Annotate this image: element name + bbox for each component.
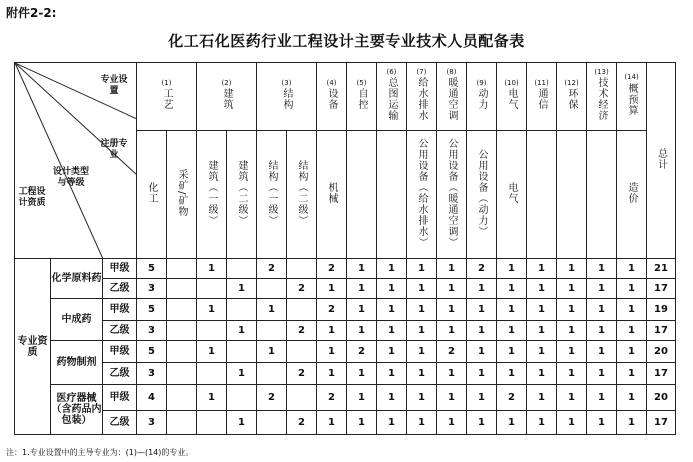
- value-cell: 1: [617, 341, 647, 363]
- total-cell: 21: [647, 259, 676, 279]
- value-cell: 2: [287, 321, 317, 341]
- value-cell: 1: [347, 321, 377, 341]
- table-row: [15, 385, 676, 411]
- value-cell: 1: [437, 411, 467, 435]
- value-cell: 2: [497, 385, 527, 411]
- specialty-header: (12) 环保: [557, 63, 587, 131]
- value-cell: 1: [377, 299, 407, 321]
- value-cell: 1: [617, 385, 647, 411]
- value-cell: [227, 259, 257, 279]
- value-cell: 1: [407, 363, 437, 385]
- value-cell: 1: [317, 411, 347, 435]
- value-cell: [197, 321, 227, 341]
- value-cell: 2: [317, 385, 347, 411]
- value-cell: 1: [527, 341, 557, 363]
- value-cell: 1: [227, 363, 257, 385]
- reg-struct1: 结构（一级）: [257, 131, 287, 259]
- value-cell: 1: [437, 279, 467, 299]
- value-cell: [287, 299, 317, 321]
- value-cell: 1: [317, 363, 347, 385]
- specialty-header: (5) 自控: [347, 63, 377, 131]
- corner-engineering-qualification: 工程设计资质: [18, 187, 46, 208]
- value-cell: 1: [497, 279, 527, 299]
- value-cell: 1: [347, 363, 377, 385]
- table-row: [15, 341, 676, 363]
- value-cell: 1: [377, 341, 407, 363]
- value-cell: 1: [587, 259, 617, 279]
- value-cell: 1: [557, 299, 587, 321]
- value-cell: 2: [287, 279, 317, 299]
- value-cell: 1: [257, 299, 287, 321]
- value-cell: 1: [617, 259, 647, 279]
- value-cell: 1: [617, 363, 647, 385]
- value-cell: 2: [347, 341, 377, 363]
- corner-specialty-setting: 专业设置: [100, 75, 128, 96]
- specialty-header: (14) 概预算: [617, 63, 647, 131]
- value-cell: 1: [437, 363, 467, 385]
- total-cell: 20: [647, 341, 676, 363]
- design-type-cell: 药物制剂: [51, 341, 103, 385]
- total-cell: 17: [647, 321, 676, 341]
- value-cell: 1: [497, 259, 527, 279]
- value-cell: 1: [407, 341, 437, 363]
- value-cell: 1: [407, 321, 437, 341]
- value-cell: 1: [257, 341, 287, 363]
- value-cell: 1: [527, 385, 557, 411]
- value-cell: 1: [587, 279, 617, 299]
- value-cell: 3: [137, 363, 167, 385]
- value-cell: [167, 259, 197, 279]
- value-cell: 1: [407, 259, 437, 279]
- specialty-header: (8) 暖通空调: [437, 63, 467, 131]
- value-cell: [197, 279, 227, 299]
- total-cell: 20: [647, 385, 676, 411]
- value-cell: 1: [497, 321, 527, 341]
- value-cell: 1: [527, 279, 557, 299]
- value-cell: 2: [437, 341, 467, 363]
- reg-arch1: 建筑（一级）: [197, 131, 227, 259]
- value-cell: 1: [227, 411, 257, 435]
- value-cell: 1: [227, 279, 257, 299]
- reg-mech: 机械: [317, 131, 347, 259]
- value-cell: 1: [197, 259, 227, 279]
- reg-empty: [587, 131, 617, 259]
- value-cell: 1: [587, 385, 617, 411]
- specialty-header: (7) 给水排水: [407, 63, 437, 131]
- table-row: [15, 259, 676, 279]
- value-cell: 1: [197, 385, 227, 411]
- grade-cell: 乙级: [103, 279, 137, 299]
- value-cell: 2: [317, 299, 347, 321]
- reg-empty: [347, 131, 377, 259]
- value-cell: 1: [317, 341, 347, 363]
- value-cell: [167, 363, 197, 385]
- value-cell: 1: [467, 279, 497, 299]
- value-cell: [167, 341, 197, 363]
- value-cell: 3: [137, 279, 167, 299]
- reg-struct2: 结构（二级）: [287, 131, 317, 259]
- specialty-header: (2) 建筑: [197, 63, 257, 131]
- value-cell: [167, 321, 197, 341]
- total-header: 总计: [647, 63, 676, 259]
- page-title: 化工石化医药行业工程设计主要专业技术人员配备表: [168, 32, 525, 50]
- value-cell: 1: [587, 321, 617, 341]
- grade-cell: 甲级: [103, 259, 137, 279]
- value-cell: [287, 341, 317, 363]
- value-cell: 1: [407, 299, 437, 321]
- value-cell: 1: [377, 385, 407, 411]
- value-cell: 1: [557, 279, 587, 299]
- specialty-header: (10) 电气: [497, 63, 527, 131]
- value-cell: 1: [407, 279, 437, 299]
- reg-chemical: 化工: [137, 131, 167, 259]
- value-cell: 1: [377, 279, 407, 299]
- value-cell: [167, 299, 197, 321]
- value-cell: 1: [497, 411, 527, 435]
- value-cell: 1: [317, 321, 347, 341]
- value-cell: 2: [467, 259, 497, 279]
- value-cell: [167, 385, 197, 411]
- value-cell: 1: [317, 279, 347, 299]
- value-cell: 5: [137, 299, 167, 321]
- reg-power: 公用设备（动力）: [467, 131, 497, 259]
- value-cell: 1: [347, 279, 377, 299]
- value-cell: 1: [497, 299, 527, 321]
- grade-cell: 乙级: [103, 411, 137, 435]
- value-cell: 1: [347, 385, 377, 411]
- value-cell: 1: [407, 411, 437, 435]
- value-cell: 1: [467, 411, 497, 435]
- value-cell: 2: [257, 259, 287, 279]
- data-rows: [15, 259, 676, 435]
- reg-empty: [527, 131, 557, 259]
- specialty-header: (11) 通信: [527, 63, 557, 131]
- total-cell: 17: [647, 363, 676, 385]
- table-row: [15, 279, 676, 299]
- specialty-header: (6) 总图运输: [377, 63, 407, 131]
- value-cell: 1: [617, 321, 647, 341]
- corner-header: [15, 63, 137, 259]
- specialty-header: (3) 结构: [257, 63, 317, 131]
- value-cell: 1: [557, 411, 587, 435]
- value-cell: [197, 411, 227, 435]
- staffing-table: [14, 62, 676, 435]
- value-cell: 1: [347, 411, 377, 435]
- specialty-header: (9) 动力: [467, 63, 497, 131]
- value-cell: 1: [557, 341, 587, 363]
- value-cell: 1: [617, 279, 647, 299]
- value-cell: 1: [377, 321, 407, 341]
- value-cell: 5: [137, 341, 167, 363]
- specialty-header: (4) 设备: [317, 63, 347, 131]
- value-cell: 1: [227, 321, 257, 341]
- value-cell: 3: [137, 411, 167, 435]
- value-cell: [257, 279, 287, 299]
- attachment-label: 附件2-2:: [6, 6, 57, 20]
- value-cell: 1: [527, 321, 557, 341]
- reg-mining: 采矿/矿物: [167, 131, 197, 259]
- corner-design-type-grade: 设计类型与等级: [52, 167, 89, 188]
- value-cell: 1: [347, 259, 377, 279]
- value-cell: 1: [587, 411, 617, 435]
- design-type-cell: 中成药: [51, 299, 103, 341]
- specialty-header: (13) 技术经济: [587, 63, 617, 131]
- value-cell: 1: [377, 259, 407, 279]
- value-cell: 5: [137, 259, 167, 279]
- value-cell: 1: [467, 299, 497, 321]
- design-type-cell: 化学原料药: [51, 259, 103, 299]
- value-cell: 1: [557, 363, 587, 385]
- value-cell: [257, 411, 287, 435]
- value-cell: 1: [617, 411, 647, 435]
- value-cell: 1: [347, 299, 377, 321]
- value-cell: 1: [467, 321, 497, 341]
- table-row: [15, 321, 676, 341]
- value-cell: 1: [437, 259, 467, 279]
- reg-empty: [377, 131, 407, 259]
- corner-registered-specialty: 注册专业: [100, 139, 128, 160]
- table-row: [15, 299, 676, 321]
- qualification-group-cell: 专业资质: [15, 259, 51, 435]
- value-cell: 2: [257, 385, 287, 411]
- value-cell: 1: [557, 259, 587, 279]
- reg-water: 公用设备（给水排水）: [407, 131, 437, 259]
- value-cell: 4: [137, 385, 167, 411]
- grade-cell: 甲级: [103, 341, 137, 363]
- value-cell: 1: [467, 385, 497, 411]
- value-cell: [287, 385, 317, 411]
- reg-hvac: 公用设备（暖通空调）: [437, 131, 467, 259]
- value-cell: 1: [587, 341, 617, 363]
- value-cell: 1: [497, 363, 527, 385]
- value-cell: 1: [377, 363, 407, 385]
- value-cell: 1: [467, 341, 497, 363]
- total-cell: 17: [647, 411, 676, 435]
- value-cell: 1: [437, 321, 467, 341]
- grade-cell: 乙级: [103, 363, 137, 385]
- value-cell: 1: [437, 385, 467, 411]
- reg-empty: [557, 131, 587, 259]
- value-cell: 1: [527, 299, 557, 321]
- value-cell: 1: [587, 299, 617, 321]
- value-cell: 1: [527, 411, 557, 435]
- value-cell: [227, 385, 257, 411]
- footnote: 注：1.专业设置中的主导专业为：(1)—(14)的专业。: [6, 448, 194, 457]
- grade-cell: 甲级: [103, 299, 137, 321]
- value-cell: 1: [527, 259, 557, 279]
- value-cell: 1: [377, 411, 407, 435]
- value-cell: 2: [287, 363, 317, 385]
- grade-cell: 乙级: [103, 321, 137, 341]
- total-cell: 19: [647, 299, 676, 321]
- value-cell: [197, 363, 227, 385]
- value-cell: 1: [527, 363, 557, 385]
- value-cell: [227, 299, 257, 321]
- value-cell: [167, 279, 197, 299]
- reg-cost: 造价: [617, 131, 647, 259]
- value-cell: 1: [407, 385, 437, 411]
- value-cell: 2: [287, 411, 317, 435]
- value-cell: [257, 363, 287, 385]
- value-cell: [257, 321, 287, 341]
- value-cell: [227, 341, 257, 363]
- value-cell: 1: [557, 321, 587, 341]
- value-cell: 1: [197, 299, 227, 321]
- value-cell: 1: [437, 299, 467, 321]
- grade-cell: 甲级: [103, 385, 137, 411]
- value-cell: 1: [467, 363, 497, 385]
- reg-arch2: 建筑（二级）: [227, 131, 257, 259]
- total-cell: 17: [647, 279, 676, 299]
- table-row: [15, 363, 676, 385]
- value-cell: 2: [317, 259, 347, 279]
- value-cell: [287, 259, 317, 279]
- reg-elec: 电气: [497, 131, 527, 259]
- specialty-header: (1) 工艺: [137, 63, 197, 131]
- value-cell: 1: [557, 385, 587, 411]
- value-cell: 1: [197, 341, 227, 363]
- value-cell: 1: [497, 341, 527, 363]
- design-type-cell: 医疗器械（含药品内包装）: [51, 385, 103, 435]
- value-cell: 1: [587, 363, 617, 385]
- value-cell: [167, 411, 197, 435]
- value-cell: 3: [137, 321, 167, 341]
- specialty-header-row: [15, 63, 676, 131]
- value-cell: 1: [617, 299, 647, 321]
- table-row: [15, 411, 676, 435]
